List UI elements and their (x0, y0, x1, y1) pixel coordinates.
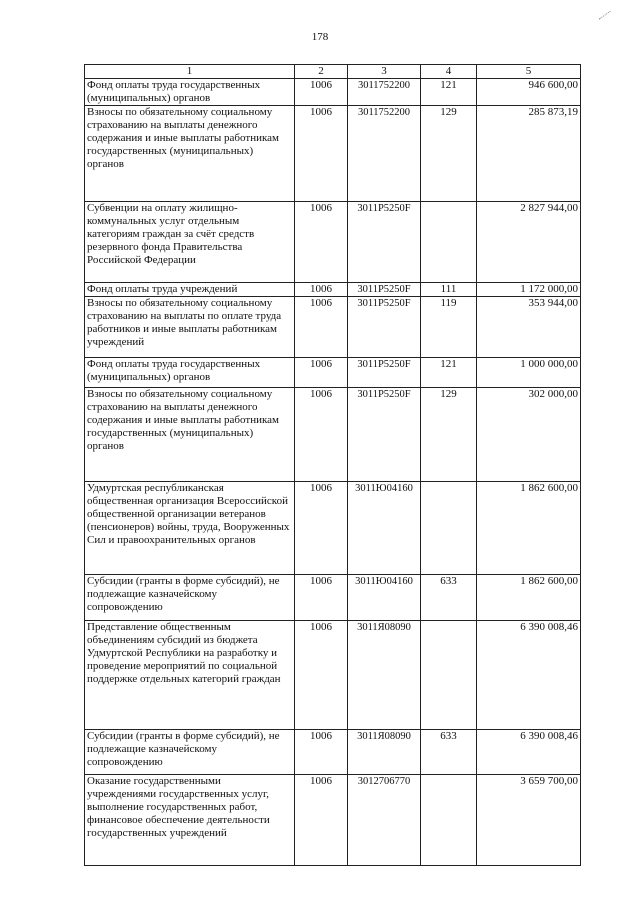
row-section: 1006 (295, 297, 348, 358)
row-expense-type: 119 (421, 297, 477, 358)
row-amount: 946 600,00 (477, 79, 581, 106)
row-target: 3011Я08090 (348, 621, 421, 730)
row-section: 1006 (295, 79, 348, 106)
row-expense-type: 121 (421, 79, 477, 106)
table-row (85, 775, 581, 866)
budget-table (84, 64, 581, 866)
row-target: 3012706770 (348, 775, 421, 866)
table-row (85, 358, 581, 388)
row-amount: 6 390 008,46 (477, 621, 581, 730)
column-header: 5 (477, 65, 581, 79)
row-expense-type (421, 202, 477, 283)
column-header: 3 (348, 65, 421, 79)
row-section: 1006 (295, 202, 348, 283)
row-amount: 1 862 600,00 (477, 482, 581, 575)
column-header: 2 (295, 65, 348, 79)
row-target: 3011P5250F (348, 283, 421, 297)
table-row (85, 283, 581, 297)
row-section: 1006 (295, 621, 348, 730)
row-expense-type (421, 775, 477, 866)
row-amount: 353 944,00 (477, 297, 581, 358)
row-section: 1006 (295, 575, 348, 621)
table-row (85, 482, 581, 575)
row-name: Взносы по обязательному социальному страхованию на выплаты по оплате труда работников и иные выплаты работникам учреждений (85, 297, 295, 358)
row-expense-type (421, 482, 477, 575)
row-expense-type: 121 (421, 358, 477, 388)
row-section: 1006 (295, 775, 348, 866)
column-header: 4 (421, 65, 477, 79)
scan-mark (599, 11, 616, 26)
row-amount: 1 172 000,00 (477, 283, 581, 297)
row-expense-type: 129 (421, 106, 477, 202)
row-target: 3011752200 (348, 79, 421, 106)
page-number: 178 (311, 31, 329, 43)
row-name: Взносы по обязательному социальному страхованию на выплаты денежного содержания и иные выплаты работникам государственных (муниципальных) органов (85, 388, 295, 482)
table-row (85, 106, 581, 202)
row-target: 3011752200 (348, 106, 421, 202)
row-amount: 1 862 600,00 (477, 575, 581, 621)
row-name: Фонд оплаты труда государственных (муниципальных) органов (85, 358, 295, 388)
row-expense-type (421, 621, 477, 730)
row-target: 3011P5250F (348, 297, 421, 358)
row-name: Удмуртская республиканская общественная организация Всероссийской общественной организации ветеранов (пенсионеров) войны, труда, Вооруженных Сил и правоохранительных органов (85, 482, 295, 575)
row-section: 1006 (295, 358, 348, 388)
row-target: 3011P5250F (348, 358, 421, 388)
table-row (85, 202, 581, 283)
row-target: 3011P5250F (348, 388, 421, 482)
row-amount: 3 659 700,00 (477, 775, 581, 866)
row-amount: 302 000,00 (477, 388, 581, 482)
table-row (85, 575, 581, 621)
row-name: Субсидии (гранты в форме субсидий), не подлежащие казначейскому сопровождению (85, 575, 295, 621)
row-target: 3011Я08090 (348, 730, 421, 775)
row-amount: 6 390 008,46 (477, 730, 581, 775)
table-row (85, 297, 581, 358)
table-row (85, 621, 581, 730)
row-amount: 2 827 944,00 (477, 202, 581, 283)
table-header-row (85, 65, 581, 79)
row-section: 1006 (295, 388, 348, 482)
row-name: Взносы по обязательному социальному страхованию на выплаты денежного содержания и иные выплаты работникам государственных (муниципальных) органов (85, 106, 295, 202)
row-name: Фонд оплаты труда учреждений (85, 283, 295, 297)
row-section: 1006 (295, 106, 348, 202)
row-section: 1006 (295, 730, 348, 775)
table-row (85, 388, 581, 482)
column-header: 1 (85, 65, 295, 79)
row-expense-type: 129 (421, 388, 477, 482)
row-name: Фонд оплаты труда государственных (муниципальных) органов (85, 79, 295, 106)
row-name: Оказание государственными учреждениями государственных услуг, выполнение государственных работ, финансовое обеспечение деятельности государственных учреждений (85, 775, 295, 866)
row-expense-type: 633 (421, 730, 477, 775)
row-name: Субвенции на оплату жилищно-коммунальных услуг отдельным категориям граждан за счёт средств резервного фонда Правительства Российской Федерации (85, 202, 295, 283)
row-target: 3011Ю04160 (348, 575, 421, 621)
row-amount: 285 873,19 (477, 106, 581, 202)
row-expense-type: 111 (421, 283, 477, 297)
row-target: 3011P5250F (348, 202, 421, 283)
table-row (85, 79, 581, 106)
row-target: 3011Ю04160 (348, 482, 421, 575)
row-name: Представление общественным объединениям субсидий из бюджета Удмуртской Республики на разработку и проведение мероприятий по социальной поддержке отдельных категорий граждан (85, 621, 295, 730)
row-section: 1006 (295, 482, 348, 575)
row-name: Субсидии (гранты в форме субсидий), не подлежащие казначейскому сопровождению (85, 730, 295, 775)
row-expense-type: 633 (421, 575, 477, 621)
table-row (85, 730, 581, 775)
row-amount: 1 000 000,00 (477, 358, 581, 388)
row-section: 1006 (295, 283, 348, 297)
